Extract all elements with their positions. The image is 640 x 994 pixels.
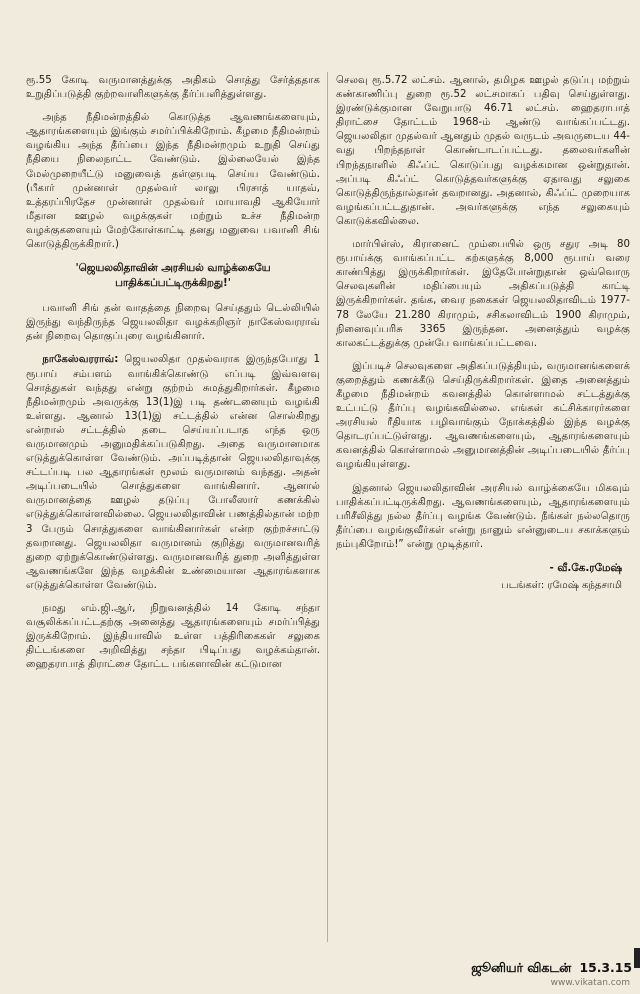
page-footer [471, 960, 632, 977]
right-column [336, 74, 630, 593]
paragraph [26, 353, 320, 593]
column-divider [327, 72, 328, 942]
watermark-url: www.vikatan.com [550, 978, 630, 988]
issue-date: 15.3.15 [579, 960, 632, 975]
author-signature: - வீ.கே.ரமேஷ் [549, 562, 622, 574]
paragraph: பவானி சிங் தன் வாதத்தை நிறைவு செய்ததும் டெல்லியில் இருந்து வந்திருந்த ஜெயலலிதா வழக்கறிஞர் நாகேஸ்வரராவ் தன் நிறைவு தொகுப்புரை வழங்கினார். [26, 303, 320, 343]
paragraph: இதனால் ஜெயலலிதாவின் அரசியல் வாழ்க்கையே மிகவும் பாதிக்கப்பட்டிருக்கிறது. ஆவணங்களையும், ஆதாரங்களையும் பரிசீலித்து நல்ல தீர்ப்பு வழங்க வேண்டும். நீங்கள் நல்லதொரு தீர்ப்பை வழங்குவீர்கள் என்று நானும் என்னுடைய சகாக்களும் நம்புகிறோம்!” என்று முடித்தார். [336, 482, 630, 550]
speaker-text: ஜெயலலிதா முதல்வராக இருந்தபோது 1 ரூபாய் சம்பளம் வாங்கிக்கொண்டு எப்படி இவ்வளவு சொத்துகள் வந்தது என்று குற்றம் சுமத்துகிறார்கள். கீழமை நீதிமன்றமும் அவருக்கு 13(1)இ படி தண்டனையும் வழங்கி உள்ளது. ஆனால் 13(1)இ சட்டத்தில் என்ன சொல்கிறது என்றால் சட்டத்தில் தடை செய்யப்படாத எந்த ஒரு வருமானமும் அனுமதிக்கப்படுகிறது. அதை வருமானமாக எடுத்துக்கொள்ள வேண்டும். அப்படித்தான் ஜெயலலிதாவுக்கு சட்டப்படி பல ஆதாரங்கள் மூலம் வருமானம் வந்தது. அதன் அடிப்படையில் சொத்துகளை வாங்கினார். ஆனால் வருமானத்தை ஊழல் தடுப்பு போலீஸார் கணக்கில் எடுத்துக்கொள்ளவில்லை. ஜெயலலிதாவின் பணத்தில்தான் மற்ற 3 பேரும் சொத்துகளை வாங்கினார்கள் என்ற குற்றச்சாட்டு தவறானது. ஜெயலலிதா வருமானம் குறித்து வருமானவரித் துறை ஏற்றுக்கொண்டுள்ளது. வருமானவரித் துறை அளித்துள்ள ஆவணங்களே இந்த வழக்கின் உண்மையான ஆதாரங்களாக எடுத்துக்கொள்ள வேண்டும். [26, 354, 320, 591]
paragraph: செலவு ரூ.5.72 லட்சம். ஆனால், தமிழக ஊழல் தடுப்பு மற்றும் கண்காணிப்பு துறை ரூ.52 லட்சமாகப் பதிவு செய்துள்ளது. இரண்டுக்குமான வேறுபாடு 46.71 லட்சம். ஹைதராபாத் திராட்சை தோட்டம் 1968-ம் ஆண்டு வாங்கப்பட்டது. ஜெயலலிதா முதல்வர் ஆனதும் முதல் வருடம் அவருடைய 44-வது பிறந்தநாள் கொண்டாடப்பட்டது. தலைவர்களின் பிறந்தநாளில் கிஃப்ட் கொடுப்பது வழக்கமான ஒன்றுதான். அப்படி கிஃப்ட் கொடுத்தவர்களுக்கு ஏதாவது சலுகை கொடுத்திருந்தால்தான் தவறானது. அதனால், கிஃப்ட் முறையாக வழங்கப்பட்டதுதான். அவர்களுக்கு எந்த சலுகையும் கொடுக்கவில்லை. [336, 75, 630, 227]
paragraph: ரூ.55 கோடி வருமானத்துக்கு அதிகம் சொத்து சேர்த்ததாக உறுதிப்படுத்தி குற்றவாளிகளுக்கு தீர்ப்பளித்துள்ளது. [26, 75, 320, 101]
paragraph: இப்படிச் செலவுகளை அதிகப்படுத்தியும், வருமானங்களைக் குறைத்தும் கணக்கீடு செய்திருக்கிறார்கள். இதை அனைத்தும் கீழமை நீதிமன்றம் கவனத்தில் கொள்ளாமல் சட்டத்துக்கு உட்பட்டு தீர்ப்பு வழங்கவில்லை. எங்கள் கட்சிக்காரர்களை அரசியல் ரீதியாக பழிவாங்கும் நோக்கத்தில் இந்த வழக்கு தொடரப்பட்டுள்ளது. ஆவணங்களையும், ஆதாரங்களையும் கவனத்தில் கொள்ளாமல் அனுமானத்தின் அடிப்படையில் தீர்ப்பு வழங்கியுள்ளது. [336, 360, 630, 471]
speaker-label: நாகேஸ்வரராவ்: [42, 354, 119, 366]
photo-credit: படங்கள்: ரமேஷ் கந்தசாமி [501, 580, 622, 592]
left-column [26, 74, 320, 681]
page-edge-tab [634, 948, 640, 968]
paragraph: அந்த நீதிமன்றத்தில் கொடுத்த ஆவணங்களையும், ஆதாரங்களையும் இங்கும் சமர்ப்பிக்கிறோம். கீழமை நீதிமன்றம் வழங்கிய அந்த தீர்ப்பை இந்த நீதிமன்றமும் உறுதி செய்து நீதியை நிலைநாட்ட வேண்டும். இல்லையேல் இந்த மேல்முறையீட்டு மனுவைத் தள்ளுபடி செய்ய வேண்டும். (பீகார் முன்னாள் முதல்வர் லாலு பிரசாத் யாதவ், உத்தரப்பிரதேச முன்னாள் முதல்வர் மாயாவதி ஆகியோர் மீதான ஊழல் வழக்குகள் மற்றும் உச்ச நீதிமன்ற வழக்குகளையும் மேற்கோள்காட்டி தனது மனுவை பவானி சிங் கொடுத்திருக்கிறார்.) [26, 112, 320, 251]
paragraph: நமது எம்.ஜி.ஆர், நிறுவனத்தில் 14 கோடி சந்தா வசூலிக்கப்பட்டதற்கு அனைத்து ஆதாரங்களையும் சமர்ப்பித்து இருக்கிறோம். இந்தியாவில் உள்ள பத்திரிகைகள் சலுகை திட்டங்களை அறிவித்து சந்தா பிடிப்பது வழக்கம்தான். ஹைதராபாத் திராட்சை தோட்ட பங்களாவின் கட்டுமான [26, 603, 320, 671]
paragraph: மார்பிள்ஸ், கிரானைட் மும்பையில் ஒரு சதுர அடி 80 ரூபாய்க்கு வாங்கப்பட்ட கற்களுக்கு 8,000 ரூபாய் வரை காண்பித்து இருக்கிறார்கள். இதேபோன்றுதான் ஒவ்வொரு செலவுகளின் மதிப்பையும் அதிகப்படுத்தி காட்டி இருக்கிறார்கள். தங்க, வைர நகைகள் ஜெயலலிதாவிடம் 1977-78 லேயே 21.280 கிராமும், சசிகலாவிடம் 1900 கிராமும், நினைவுப்பரிசு 3365 இருந்தன. அனைத்தும் வழக்கு காலகட்டத்துக்கு முன்பே வாங்கப்பட்டவை. [336, 239, 630, 349]
magazine-name: ஜூனியர் விகடன் [471, 960, 572, 975]
section-subheading: 'ஜெயலலிதாவின் அரசியல் வாழ்க்கையே பாதிக்கப்பட்டிருக்கிறது!' [75, 262, 271, 290]
